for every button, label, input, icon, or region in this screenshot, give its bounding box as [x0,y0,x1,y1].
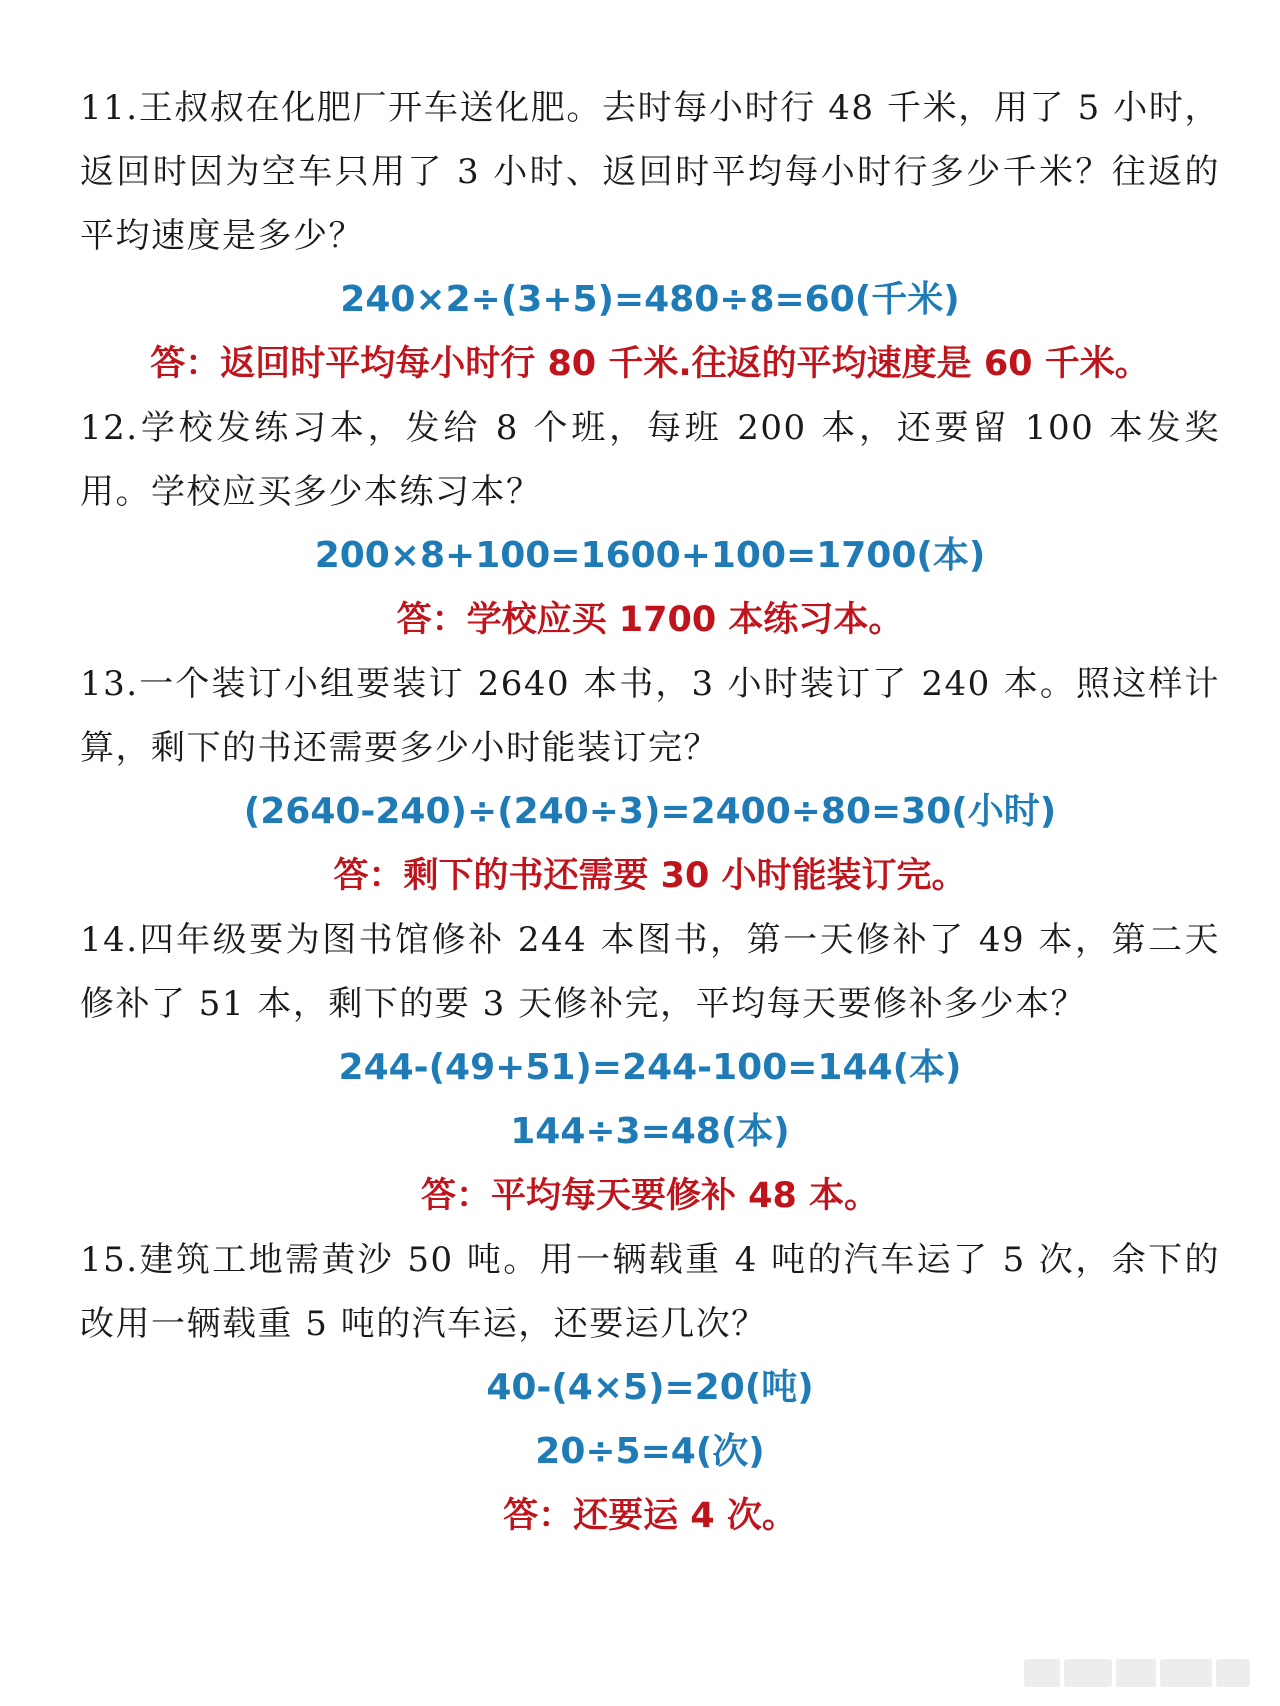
problem-formula: 200×8+100=1600+100=1700(本) [314,535,986,576]
problem-answer: 答：剩下的书还需要 30 小时能装订完。 [333,856,967,896]
problem-question: 15.建筑工地需黄沙 50 吨。用一辆载重 4 吨的汽车运了 5 次，余下的改用一辆载重 5 吨的汽车运，还要运几次？ [80,1240,1220,1344]
watermark [1010,1650,1250,1696]
problem-formula: 240×2÷(3+5)=480÷8=60(千米) [340,279,960,320]
problem-15 [80,1228,1220,1548]
problem-formula: 244-(49+51)=244-100=144(本) [338,1047,962,1088]
problem-question: 11.王叔叔在化肥厂开车送化肥。去时每小时行 48 千米，用了 5 小时，返回时因为空车只用了 3 小时、返回时平均每小时行多少千米？往返的平均速度是多少？ [80,88,1220,256]
problem-answer: 答：返回时平均每小时行 80 千米.往返的平均速度是 60 千米。 [150,344,1150,384]
problem-formula: 20÷5=4(次) [535,1431,765,1472]
problem-answer: 答：平均每天要修补 48 本。 [420,1176,880,1216]
problem-formula: (2640-240)÷(240÷3)=2400÷80=30(小时) [243,791,1057,832]
watermark-block [1160,1659,1212,1687]
problem-13 [80,652,1220,908]
problem-list [80,76,1220,1548]
problem-12 [80,396,1220,652]
problem-answer: 答：学校应买 1700 本练习本。 [396,600,904,640]
watermark-block [1064,1659,1112,1687]
problem-formula: 144÷3=48(本) [510,1111,790,1152]
problem-question: 14.四年级要为图书馆修补 244 本图书，第一天修补了 49 本，第二天修补了 51 本，剩下的要 3 天修补完，平均每天要修补多少本？ [80,920,1220,1024]
problem-question: 12.学校发练习本，发给 8 个班，每班 200 本，还要留 100 本发奖用。学校应买多少本练习本？ [80,408,1220,512]
watermark-block [1216,1659,1250,1687]
problem-answer: 答：还要运 4 次。 [503,1496,797,1536]
problem-11 [80,76,1220,396]
problem-14 [80,908,1220,1228]
problem-formula: 40-(4×5)=20(吨) [486,1367,814,1408]
watermark-block [1024,1659,1060,1687]
watermark-block [1116,1659,1156,1687]
problem-question: 13.一个装订小组要装订 2640 本书，3 小时装订了 240 本。照这样计算，剩下的书还需要多少小时能装订完？ [80,664,1220,768]
